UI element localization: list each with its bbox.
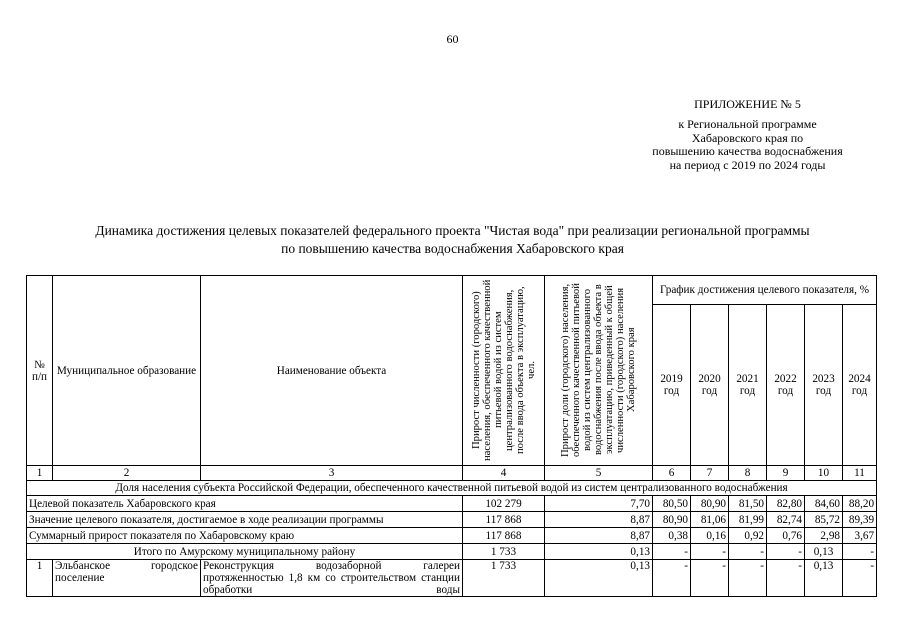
table-row [27,496,877,512]
column-number: 9 [767,466,805,481]
column-numbers-row [27,466,877,481]
header-municipality: Муниципальное образование [53,276,201,466]
row-col5: 7,70 [545,496,653,512]
header-col4-text: Прирост численности (городского) населения, обеспеченного качественной питьевой водой из систем централизованного водоснабжения, после ввода объекта в эксплуатацию, чел. [470,279,537,461]
row-year-value: 0,76 [767,528,805,544]
indicators-table [26,275,877,597]
row-year-value: 80,50 [653,496,691,512]
column-number: 5 [545,466,653,481]
document-title-line-2: по повышению качества водоснабжения Хабаровского края [281,241,624,256]
table-header-row [27,276,877,305]
column-number: 8 [729,466,767,481]
item-col4: 1 733 [463,560,545,597]
row-label: Суммарный прирост показателя по Хабаровскому краю [27,528,463,544]
subtotal-year-value: - [767,544,805,560]
table-row [27,528,877,544]
row-year-value: 80,90 [691,496,729,512]
row-year-value: 85,72 [805,512,843,528]
header-year: 2024 год [843,305,877,466]
document-title [30,222,875,258]
header-year: 2020 год [691,305,729,466]
appendix-block [640,97,855,172]
table-row [27,560,877,597]
section-title: Доля населения субъекта Российской Федерации, обеспеченного качественной питьевой водой из систем централизованного водоснабжения [27,481,877,496]
table-row [27,512,877,528]
row-year-value: 82,80 [767,496,805,512]
appendix-title: ПРИЛОЖЕНИЕ № 5 [694,97,801,111]
row-year-value: 81,99 [729,512,767,528]
subtotal-label: Итого по Амурскому муниципальному району [27,544,463,560]
header-col5 [545,276,653,466]
appendix-line: повышению качества водоснабжения [652,144,843,158]
row-col4: 117 868 [463,512,545,528]
header-year: 2022 год [767,305,805,466]
appendix-line: Хабаровского края по [691,130,804,145]
item-year-value: - [653,560,691,597]
column-number: 7 [691,466,729,481]
column-number: 6 [653,466,691,481]
page-number: 60 [446,32,459,46]
column-number: 11 [843,466,877,481]
row-year-value: 0,38 [653,528,691,544]
header-year: 2021 год [729,305,767,466]
column-number: 10 [805,466,843,481]
appendix-line: к Региональной программе [678,117,817,131]
item-object: Реконструкция водозаборной галереи протяженностью 1,8 км со строительством станции обработки воды [201,560,463,597]
subtotal-year-value: - [653,544,691,560]
row-year-value: 81,06 [691,512,729,528]
column-number: 1 [27,466,53,481]
header-year: 2023 год [805,305,843,466]
row-label: Целевой показатель Хабаровского края [27,496,463,512]
row-year-value: 84,60 [805,496,843,512]
item-year-value: - [691,560,729,597]
row-year-value: 2,98 [805,528,843,544]
header-col5-text: Прирост доли (городского) населения, обеспеченного качественной питьевой водой из систем централизованного водоснабжения после ввода объекта в эксплуатацию, приведенный к общей численности (городского) населения Хабаровского края [560,283,637,457]
subtotal-row [27,544,877,560]
column-number: 3 [201,466,463,481]
row-year-value: 89,39 [843,512,877,528]
item-municipality: Эльбанское городское поселение [53,560,201,597]
row-col4: 102 279 [463,496,545,512]
subtotal-year-value: - [843,544,877,560]
item-col5: 0,13 [545,560,653,597]
header-year: 2019 год [653,305,691,466]
subtotal-col4: 1 733 [463,544,545,560]
row-label: Значение целевого показателя, достигаемое в ходе реализации программы [27,512,463,528]
header-schedule: График достижения целевого показателя, % [653,276,877,305]
item-num: 1 [27,560,53,597]
header-col4 [463,276,545,466]
row-col5: 8,87 [545,512,653,528]
row-year-value: 81,50 [729,496,767,512]
subtotal-year-value: - [691,544,729,560]
row-year-value: 80,90 [653,512,691,528]
column-number: 4 [463,466,545,481]
column-number: 2 [53,466,201,481]
row-col4: 117 868 [463,528,545,544]
section-title-row [27,481,877,496]
row-col5: 8,87 [545,528,653,544]
item-year-value: - [843,560,877,597]
appendix-line: на период с 2019 по 2024 годы [669,157,826,172]
item-year-value: - [729,560,767,597]
row-year-value: 3,67 [843,528,877,544]
subtotal-year-value: - [729,544,767,560]
item-year-value: 0,13 [805,560,843,597]
row-year-value: 0,92 [729,528,767,544]
subtotal-year-value: 0,13 [805,544,843,560]
row-year-value: 82,74 [767,512,805,528]
header-num: № п/п [27,276,53,466]
header-object: Наименование объекта [201,276,463,466]
row-year-value: 0,16 [691,528,729,544]
item-year-value: - [767,560,805,597]
subtotal-col5: 0,13 [545,544,653,560]
document-title-line-1: Динамика достижения целевых показателей федерального проекта "Чистая вода" при реализации региональной программы [95,223,810,238]
row-year-value: 88,20 [843,496,877,512]
